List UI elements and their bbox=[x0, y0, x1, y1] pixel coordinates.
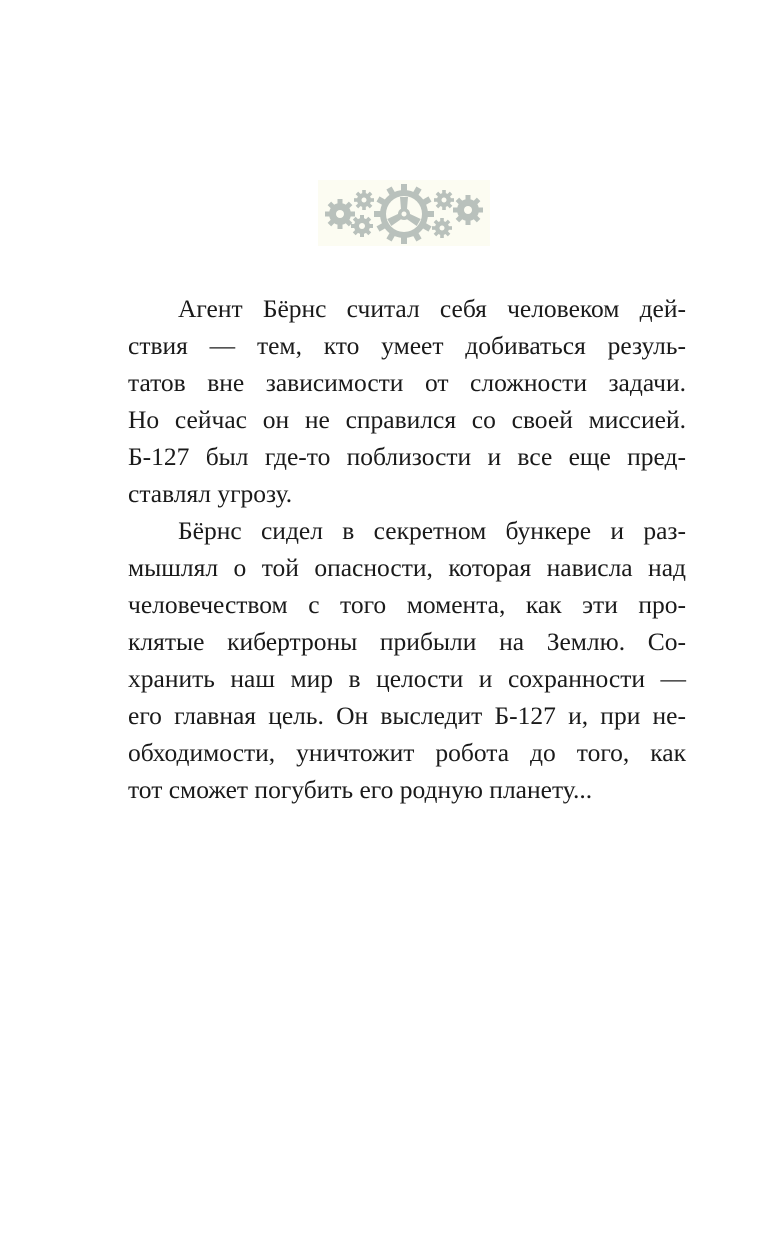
text-line: обходимости, уничтожит робота до того, как bbox=[128, 738, 686, 767]
gears-ornament-icon bbox=[318, 180, 490, 246]
text-line: Агент Бёрнс считал себя человеком дей- bbox=[178, 294, 686, 323]
paragraph-1 bbox=[128, 290, 686, 512]
text-line: Но сейчас он не справился со своей миссией. bbox=[128, 405, 686, 434]
text-line: ствия — тем, кто умеет добиваться резуль- bbox=[128, 331, 686, 360]
text-line: хранить наш мир в целости и сохранности — bbox=[128, 664, 686, 693]
story-text bbox=[128, 290, 686, 808]
text-line: Б-127 был где-то поблизости и все еще пред- bbox=[128, 442, 686, 471]
paragraph-2 bbox=[128, 512, 686, 808]
text-line: ставлял угрозу. bbox=[128, 479, 293, 508]
text-line: человечеством с того момента, как эти про- bbox=[128, 590, 686, 619]
text-line: тот сможет погубить его родную планету... bbox=[128, 775, 593, 804]
text-line: его главная цель. Он выследит Б-127 и, при не- bbox=[128, 701, 686, 730]
text-line: клятые кибертроны прибыли на Землю. Со- bbox=[128, 627, 686, 656]
text-line: татов вне зависимости от сложности задачи. bbox=[128, 368, 686, 397]
text-line: Бёрнс сидел в секретном бункере и раз- bbox=[178, 516, 686, 545]
gears-ornament bbox=[318, 180, 490, 246]
text-line: мышлял о той опасности, которая нависла над bbox=[128, 553, 686, 582]
